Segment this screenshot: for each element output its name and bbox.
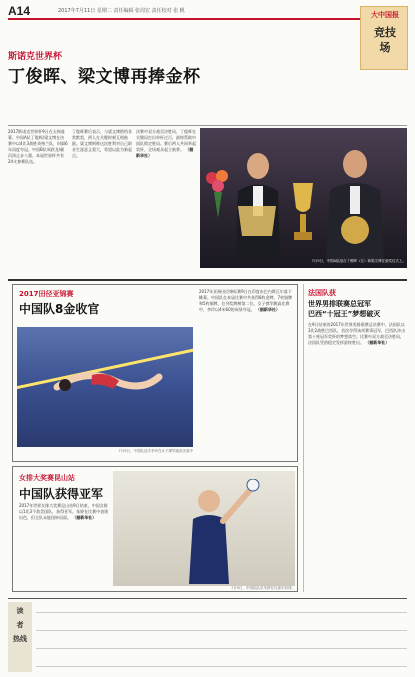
volleyball-story — [12, 466, 298, 592]
hotline-label-1: 读 — [16, 607, 24, 615]
top-story-credit: （据新华社） — [136, 147, 194, 158]
top-story-column-3 — [136, 129, 196, 265]
page-header — [8, 6, 407, 20]
athletics-title: 中国队8金收官 — [19, 302, 100, 316]
volleyball-text-body: 2017年世界女排大奖赛昆山站9日结束，中国女排以1比3不敌美国队，获得亚军。朱婷在比赛中表现出色，但全队未能扭转局面。 — [19, 503, 109, 520]
league-title-line2: 巴西“十冠王”梦想破灭 — [308, 310, 381, 318]
trophy-icon — [288, 178, 318, 248]
footer-line — [36, 666, 407, 667]
footer-line — [36, 630, 407, 631]
hotline-label-2: 者 — [16, 621, 24, 629]
column-divider — [303, 284, 304, 592]
athletics-story — [12, 284, 298, 462]
section-name-line2: 场 — [379, 41, 391, 54]
volleyball-league-story — [308, 288, 407, 592]
top-story-column-1: 2017斯诺克世界杯9日在无锡落幕，中国A队丁俊晖/梁文博在决赛中以4比3战胜英格兰队，时隔6年再度夺冠。中国B队周跃龙/颜丙涛止步八强。本届世界杯共有24支参赛队伍。 — [8, 129, 68, 164]
top-story-kicker: 斯诺克世界杯 — [8, 52, 63, 62]
brand-logo: 大中国报 — [371, 10, 399, 19]
athletics-credit: （据新华社） — [255, 307, 280, 312]
league-title-line1: 世界男排联赛总冠军 — [308, 300, 371, 308]
player-left-figure — [228, 146, 288, 261]
volleyball-caption: 7月9日，中国队队员朱婷在比赛中扣球。 — [231, 586, 295, 590]
player-right-figure — [320, 142, 390, 262]
league-text-body: 在9日结束的2017年世界男排联赛总决赛中，法国队以3比2战胜巴西队，首次夺得该项赛事冠军，巴西队冲击第十座冠军奖杯的梦想落空。比赛中双方战至决胜局，法国队凭借稳定发挥最终胜出。 — [308, 322, 406, 345]
section-separator — [8, 279, 407, 281]
footer-line — [36, 612, 407, 613]
section-name — [361, 25, 409, 55]
volleyball-text — [19, 503, 111, 589]
footer-rule — [8, 598, 407, 599]
page-number: A14 — [8, 4, 31, 18]
volleyball-player-figure — [153, 479, 263, 584]
footer-line — [36, 648, 407, 649]
athlete-figure — [47, 357, 167, 417]
snooker-photo — [200, 128, 407, 268]
pole-vault-photo — [17, 327, 193, 447]
athletics-text — [199, 289, 295, 459]
reader-hotline-box — [8, 602, 32, 672]
top-story-column-3-text: 决赛中双方战至决胜局，丁俊晖在关键局打出单杆过百，最终帮助中国队锁定胜局。赛后两人共同举起奖杯，全场观众起立鼓掌。 — [136, 129, 196, 152]
top-story-column-2: 丁俊晖赛后表示，与梁文博搭档非常默契，两人在关键时刻互相鼓励。梁文博则称这次胜利对自己职业生涯意义重大，希望以此为新起点。 — [72, 129, 132, 158]
volleyball-photo — [113, 471, 295, 586]
volleyball-kicker: 女排大奖赛昆山站 — [19, 474, 75, 482]
volleyball-credit: （据新华社） — [72, 515, 97, 520]
league-text — [308, 322, 407, 590]
league-kicker: 法国队获 — [308, 289, 336, 297]
pole-vault-caption: 7月9日，中国队选手李玲在女子撑竿跳高决赛中 — [118, 449, 193, 453]
section-brand — [360, 6, 408, 70]
hotline-label-3: 热线 — [13, 635, 27, 643]
top-story-headline: 丁俊晖、梁文博再捧金杯 — [8, 67, 201, 87]
athletics-text-body: 2017年亚洲田径锦标赛9日在印度布巴内斯瓦尔落下帷幕。中国队在本届比赛中共获得8枚金牌、7枚银牌和5枚铜牌，位列奖牌榜第二位。女子撑竿跳高比赛中，李玲以4米60的成绩夺冠。 — [199, 289, 293, 312]
league-credit: （据新华社） — [365, 340, 390, 345]
athletics-kicker: 2017田径亚锦赛 — [19, 290, 74, 298]
headline-divider — [8, 125, 407, 126]
flowers-icon — [204, 168, 232, 218]
volleyball-title: 中国队获得亚军 — [19, 487, 104, 501]
section-name-line1: 竞技 — [374, 26, 396, 39]
header-meta: 2017年7月11日 星期二 责任编辑 张周宏 责任校对 张 帆 — [58, 8, 185, 14]
snooker-photo-caption: 7月9日，中国A队组合丁俊晖（左）和梁文博在颁奖仪式上。 — [311, 259, 406, 263]
